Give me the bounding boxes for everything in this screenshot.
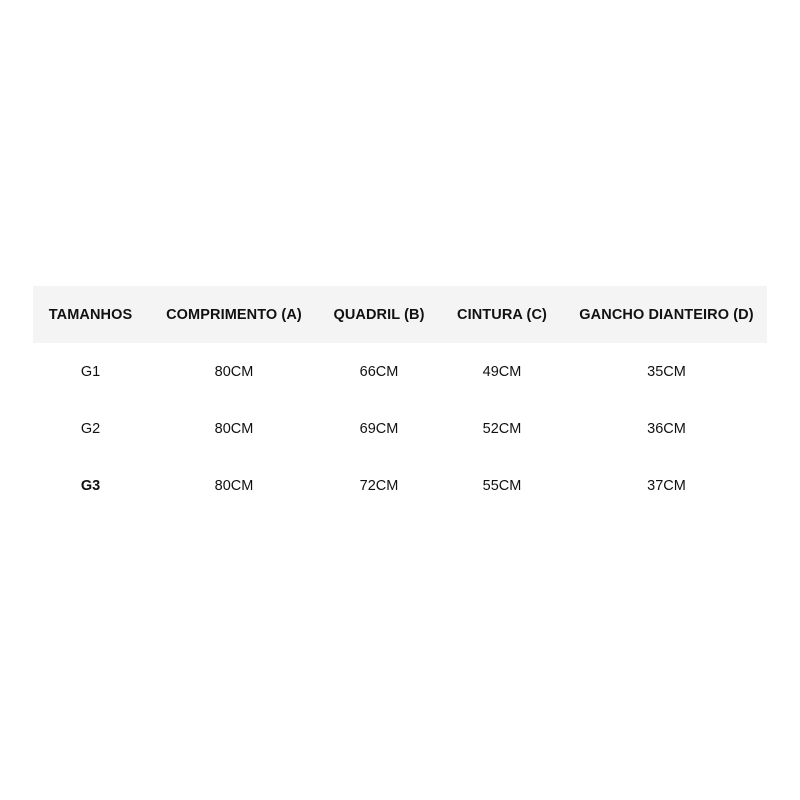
cell-quadril: 69CM — [359, 420, 399, 437]
size-chart-body — [33, 343, 767, 514]
cell-gancho-dianteiro: 37CM — [647, 477, 686, 494]
cell-comprimento: 80CM — [214, 420, 254, 437]
size-chart-header — [33, 286, 767, 343]
header-cintura: CINTURA (C) — [457, 306, 547, 323]
table-row — [33, 400, 767, 457]
table-row — [33, 457, 767, 514]
cell-comprimento: 80CM — [214, 477, 254, 494]
size-chart-table — [33, 286, 767, 514]
cell-quadril: 66CM — [359, 363, 399, 380]
cell-cintura: 52CM — [482, 420, 522, 437]
cell-size: G1 — [80, 363, 101, 380]
header-tamanhos: TAMANHOS — [48, 306, 133, 323]
header-comprimento: COMPRIMENTO (A) — [166, 306, 302, 323]
table-row — [33, 343, 767, 400]
header-quadril: QUADRIL (B) — [333, 306, 425, 323]
cell-quadril: 72CM — [359, 477, 399, 494]
cell-cintura: 55CM — [482, 477, 522, 494]
cell-gancho-dianteiro: 35CM — [647, 363, 686, 380]
header-gancho-dianteiro: GANCHO DIANTEIRO (D) — [579, 306, 754, 323]
cell-gancho-dianteiro: 36CM — [647, 420, 686, 437]
cell-size: G2 — [80, 420, 101, 437]
cell-comprimento: 80CM — [214, 363, 254, 380]
cell-cintura: 49CM — [482, 363, 522, 380]
cell-size: G3 — [80, 477, 101, 494]
header-row — [33, 286, 767, 343]
